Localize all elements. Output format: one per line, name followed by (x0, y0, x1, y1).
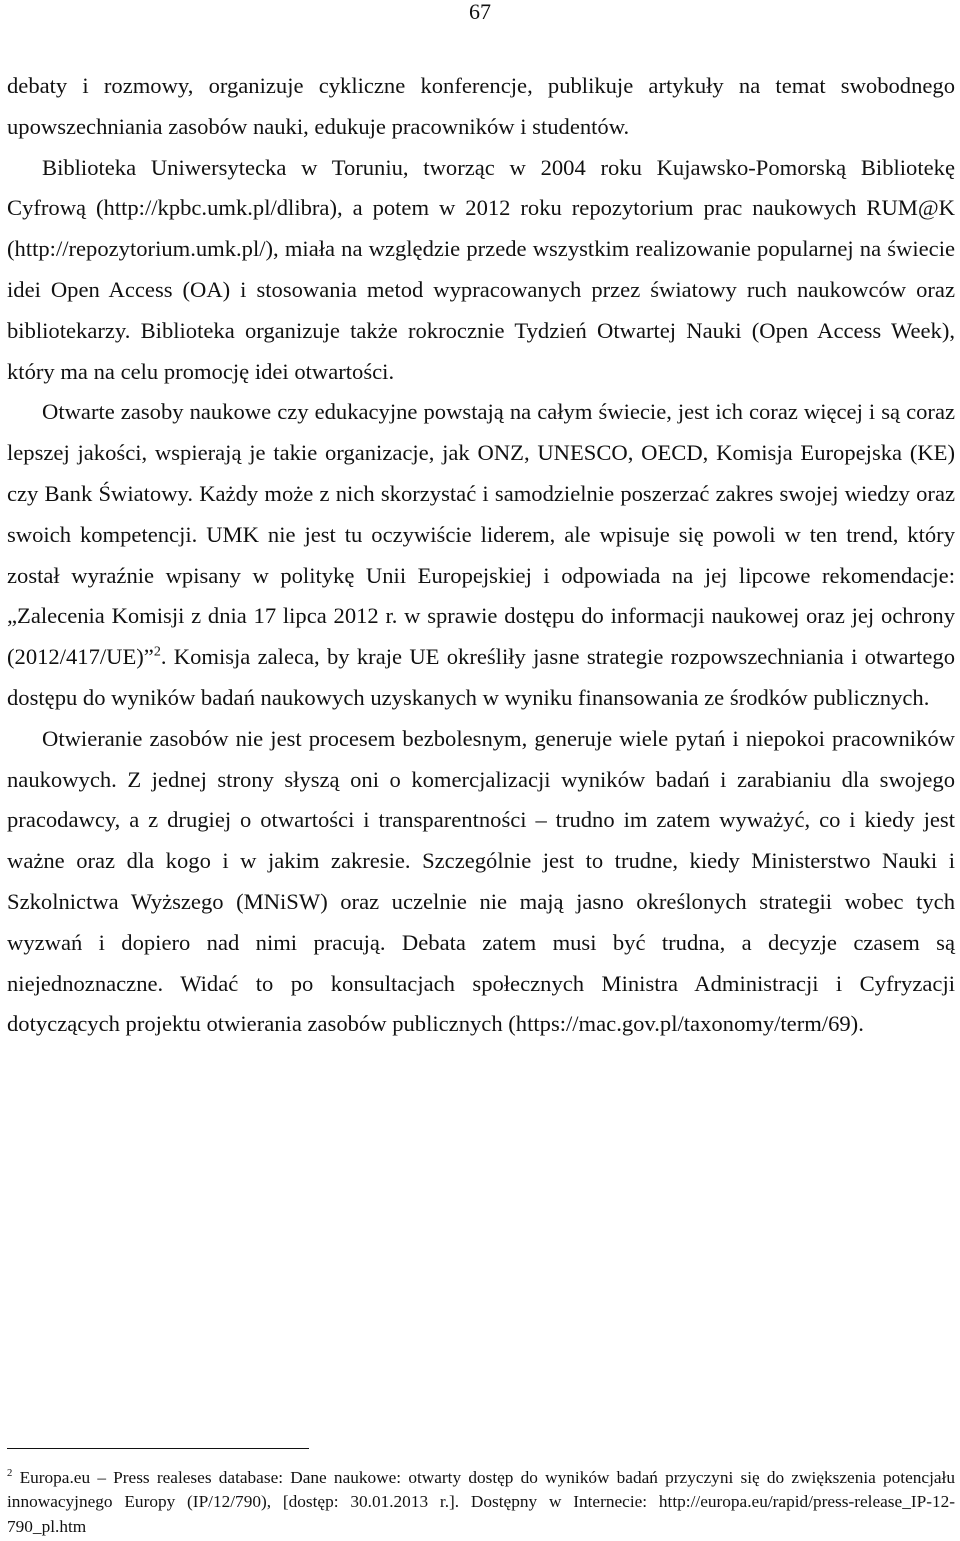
footnote-reference: 2 (153, 644, 161, 660)
footnote-divider (7, 1448, 309, 1449)
paragraph-open-resources-text-b: . Komisja zaleca, by kraje UE określiły jasne strategie rozpowszechniania i otwartego dostępu do wyników badań naukowych uzyskanych w wyniku finansowania ze środków publicznych. (7, 644, 955, 710)
body-text (7, 66, 955, 1045)
paragraph-open-resources (7, 392, 955, 718)
paragraph-library-repositories: Biblioteka Uniwersytecka w Toruniu, tworząc w 2004 roku Kujawsko-Pomorską Bibliotekę Cyfrową (http://kpbc.umk.pl/dlibra), a potem w 2012 roku repozytorium prac naukowych RUM@K (http://repozytorium.umk.pl/), miała na względzie przede wszystkim realizowanie popularnej na świecie idei Open Access (OA) i stosowania metod wypracowanych przez światowy ruch naukowców oraz bibliotekarzy. Biblioteka organizuje także rokrocznie Tydzień Otwartej Nauki (Open Access Week), który ma na celu promocję idei otwartości. (7, 154, 955, 384)
page-number: 67 (469, 0, 491, 24)
paragraph-continuation: debaty i rozmowy, organizuje cykliczne konferencje, publikuje artykuły na temat swobodnego upowszechniania zasobów nauki, edukuje pracowników i studentów. (7, 73, 955, 139)
footnote-number: 2 (7, 1467, 13, 1480)
footnote-text: Europa.eu – Press realeses database: Dane naukowe: otwarty dostęp do wyników badań przyczyni się do zwiększenia potencjału innowacyjnego Europy (IP/12/790), [dostęp: 30.01.2013 r.]. Dostępny w Internecie: http://europa.eu/rapid/press-release_IP-12-790_pl.htm (7, 1468, 955, 1536)
paragraph-open-resources-text-a: Otwarte zasoby naukowe czy edukacyjne powstają na całym świecie, jest ich coraz więcej i są coraz lepszej jakości, wspierają je takie organizacje, jak ONZ, UNESCO, OECD, Komisja Europejska (KE) czy Bank Światowy. Każdy może z nich skorzystać i samodzielnie poszerzać zakres swojej wiedzy oraz swoich kompetencji. UMK nie jest tu oczywiście liderem, ale wpisuje się powoli w ten trend, który został wyraźnie wpisany w politykę Unii Europejskiej i odpowiada na jej lipcowe rekomendacje: „Zalecenia Komisji z dnia 17 lipca 2012 r. w sprawie dostępu do informacji naukowej oraz jej ochrony (2012/417/UE)” (7, 399, 955, 670)
footnotes (7, 1466, 955, 1539)
footnote (7, 1466, 955, 1539)
paragraph-opening-resources: Otwieranie zasobów nie jest procesem bezbolesnym, generuje wiele pytań i niepokoi pracowników naukowych. Z jednej strony słyszą oni o komercjalizacji wyników badań i zarabianiu dla swojego pracodawcy, a z drugiej o otwartości i transparentności – trudno im zatem wyważyć, co i kiedy jest ważne oraz dla kogo i w jakim zakresie. Szczególnie jest to trudne, kiedy Ministerstwo Nauki i Szkolnictwa Wyższego (MNiSW) oraz uczelnie nie mają jasno określonych strategii wobec tych wyzwań i dopiero nad nimi pracują. Debata zatem musi być trudna, a decyzje czasem są niejednoznaczne. Widać to po konsultacjach społecznych Ministra Administracji i Cyfryzacji dotyczących projektu otwierania zasobów publicznych (https://mac.gov.pl/taxonomy/term/69). (7, 725, 955, 1037)
